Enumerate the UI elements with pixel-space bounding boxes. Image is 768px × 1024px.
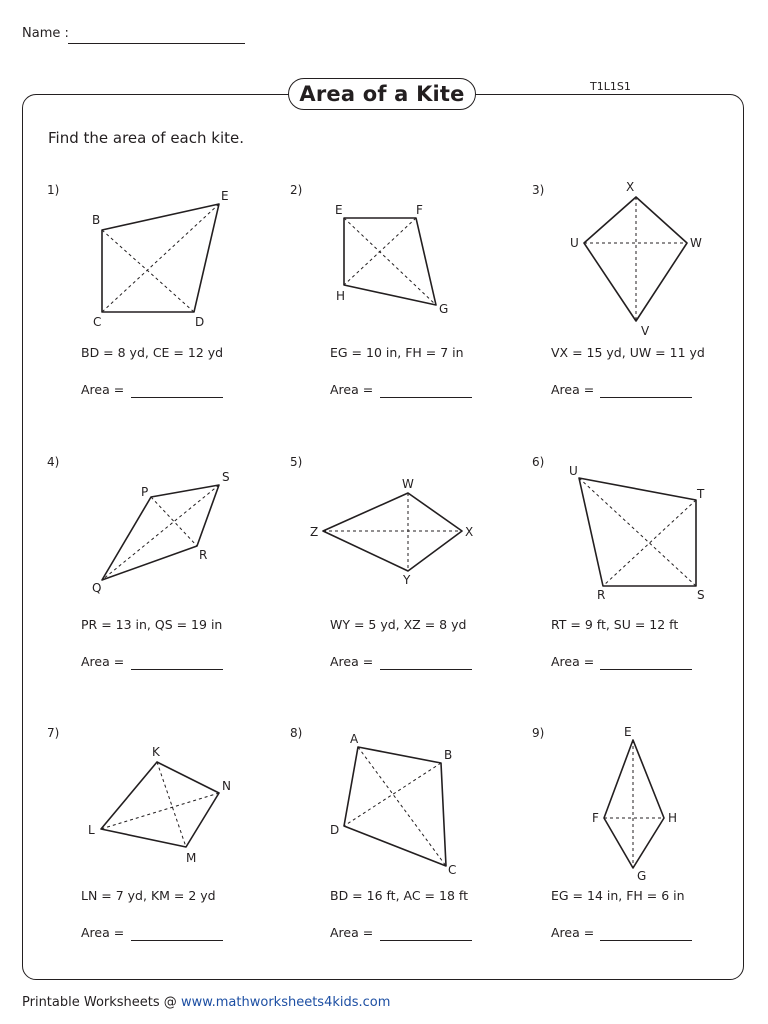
vertex-label: R (199, 548, 208, 562)
vertex-label: U (569, 464, 578, 478)
problem-number: 2) (290, 183, 303, 197)
vertex-label: M (186, 851, 197, 865)
vertex-label: Z (310, 525, 319, 539)
kite-7 (101, 762, 219, 847)
footer (22, 995, 390, 1010)
vertex-label: E (624, 725, 632, 739)
vertex-label: H (336, 289, 346, 303)
answer-field[interactable] (131, 397, 223, 398)
problem-number: 8) (290, 726, 303, 740)
vertex-label: U (570, 236, 579, 250)
vertex-label: Y (403, 573, 411, 587)
area-label: Area = (330, 925, 374, 940)
vertex-label: F (416, 203, 423, 217)
answer-field[interactable] (131, 669, 223, 670)
vertex-label: W (402, 477, 414, 491)
vertex-label: W (690, 236, 702, 250)
answer-field[interactable] (380, 669, 472, 670)
vertex-label: F (592, 811, 599, 825)
answer-field[interactable] (600, 669, 692, 670)
vertex-label: E (221, 189, 229, 203)
problem-number: 7) (47, 726, 60, 740)
vertex-label: C (93, 315, 102, 329)
vertex-label: T (697, 487, 705, 501)
vertex-label: Q (92, 581, 102, 595)
footer-site-link[interactable]: www.mathworksheets4kids.com (180, 995, 391, 1010)
vertex-label: G (637, 869, 647, 883)
given-measures: LN = 7 yd, KM = 2 yd (81, 888, 216, 903)
worksheet-title: Area of a Kite (288, 78, 476, 110)
given-measures: VX = 15 yd, UW = 11 yd (551, 345, 705, 360)
kite-5 (323, 493, 462, 571)
vertex-label: H (668, 811, 678, 825)
vertex-label: B (92, 213, 101, 227)
area-label: Area = (551, 925, 595, 940)
given-measures: BD = 8 yd, CE = 12 yd (81, 345, 224, 360)
answer-field[interactable] (380, 397, 472, 398)
answer-field[interactable] (380, 940, 472, 941)
vertex-label: E (335, 203, 343, 217)
vertex-label: A (350, 732, 359, 746)
name-label: Name : (22, 26, 69, 41)
area-label: Area = (81, 925, 125, 940)
vertex-label: V (641, 324, 650, 338)
footer-prefix: Printable Worksheets @ (22, 995, 181, 1010)
vertex-label: X (465, 525, 474, 539)
area-label: Area = (330, 654, 374, 669)
vertex-label: C (448, 863, 457, 877)
kite-9 (604, 740, 664, 868)
answer-field[interactable] (600, 940, 692, 941)
vertex-label: D (330, 823, 340, 837)
problem-number: 6) (532, 455, 545, 469)
given-measures: EG = 10 in, FH = 7 in (330, 345, 464, 360)
vertex-label: B (444, 748, 453, 762)
answer-field[interactable] (131, 940, 223, 941)
area-label: Area = (81, 654, 125, 669)
vertex-label: K (152, 745, 160, 759)
instructions: Find the area of each kite. (48, 129, 245, 147)
given-measures: WY = 5 yd, XZ = 8 yd (330, 617, 467, 632)
vertex-label: D (195, 315, 205, 329)
vertex-label: P (141, 485, 149, 499)
given-measures: EG = 14 in, FH = 6 in (551, 888, 685, 903)
vertex-label: N (222, 779, 231, 793)
answer-field[interactable] (600, 397, 692, 398)
area-label: Area = (330, 382, 374, 397)
vertex-label: L (88, 823, 95, 837)
area-label: Area = (551, 382, 595, 397)
vertex-label: X (626, 180, 635, 194)
area-label: Area = (551, 654, 595, 669)
problem-number: 1) (47, 183, 60, 197)
area-label: Area = (81, 382, 125, 397)
vertex-label: S (222, 470, 230, 484)
given-measures: PR = 13 in, QS = 19 in (81, 617, 223, 632)
worksheet-code: T1L1S1 (590, 80, 631, 93)
problem-number: 4) (47, 455, 60, 469)
kite-8 (344, 747, 446, 866)
problem-number: 9) (532, 726, 545, 740)
problem-number: 5) (290, 455, 303, 469)
problem-number: 3) (532, 183, 545, 197)
vertex-label: G (439, 302, 449, 316)
vertex-label: S (697, 588, 705, 602)
given-measures: BD = 16 ft, AC = 18 ft (330, 888, 468, 903)
given-measures: RT = 9 ft, SU = 12 ft (551, 617, 679, 632)
vertex-label: R (597, 588, 606, 602)
